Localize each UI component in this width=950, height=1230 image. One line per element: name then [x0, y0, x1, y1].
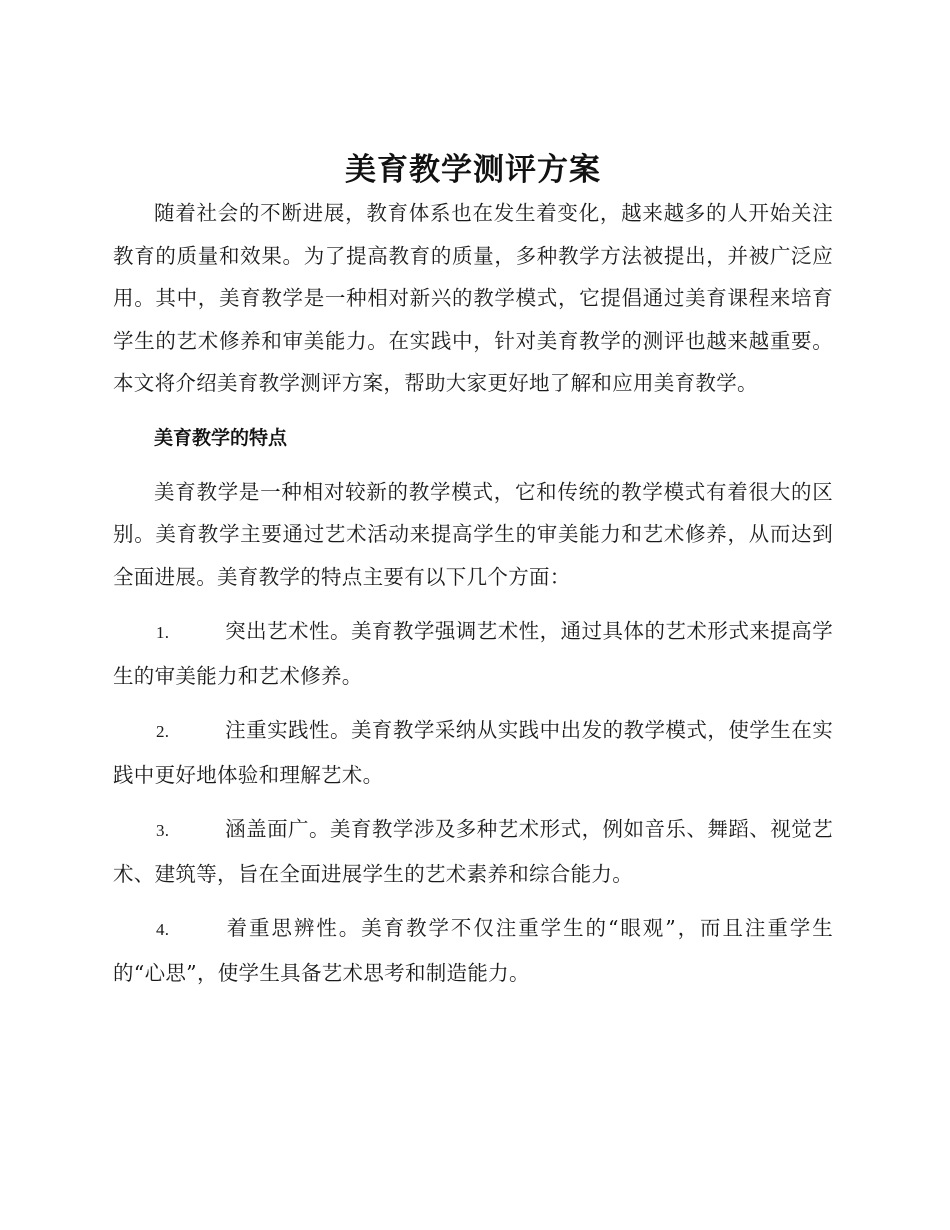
- list-number: 4.: [156, 920, 170, 939]
- section-intro-paragraph: 美育教学是一种相对较新的教学模式，它和传统的教学模式有着很大的区别。美育教学主要通过艺术活动来提高学生的审美能力和艺术修养，从而达到全面进展。美育教学的特点主要有以下几个方面：: [113, 479, 833, 589]
- spacer: [113, 405, 833, 417]
- list-number: 3.: [156, 821, 170, 840]
- list-item-text: 涵盖面广。美育教学涉及多种艺术形式，例如音乐、舞蹈、视觉艺术、建筑等，旨在全面进展学生的艺术素养和综合能力。: [113, 817, 833, 886]
- spacer: [113, 895, 833, 907]
- spacer: [113, 598, 833, 610]
- spacer: [113, 796, 833, 808]
- document-title: 美育教学测评方案: [345, 152, 601, 188]
- spacer: [113, 459, 833, 471]
- list-number: 2.: [156, 722, 170, 741]
- list-item-text: 突出艺术性。美育教学强调艺术性，通过具体的艺术形式来提高学生的审美能力和艺术修养。: [113, 619, 833, 688]
- spacer: [113, 697, 833, 709]
- list-item: [113, 808, 833, 895]
- list-item-text: 注重实践性。美育教学采纳从实践中出发的教学模式，使学生在实践中更好地体验和理解艺术。: [113, 718, 833, 787]
- list-item: [113, 709, 833, 796]
- intro-paragraph: 随着社会的不断进展，教育体系也在发生着变化，越来越多的人开始关注教育的质量和效果。为了提高教育的质量，多种教学方法被提出，并被广泛应用。其中，美育教学是一种相对新兴的教学模式，它提倡通过美育课程来培育学生的艺术修养和审美能力。在实践中，针对美育教学的测评也越来越重要。本文将介绍美育教学测评方案，帮助大家更好地了解和应用美育教学。: [113, 201, 833, 395]
- list-number: 1.: [156, 623, 170, 642]
- section-heading: 美育教学的特点: [154, 426, 288, 449]
- list-item-text: 着重思辨性。美育教学不仅注重学生的“眼观”，而且注重学生的“心思”，使学生具备艺术思考和制造能力。: [113, 916, 833, 985]
- list-item: [113, 610, 833, 697]
- document-page: [113, 148, 833, 994]
- list-item: [113, 907, 833, 994]
